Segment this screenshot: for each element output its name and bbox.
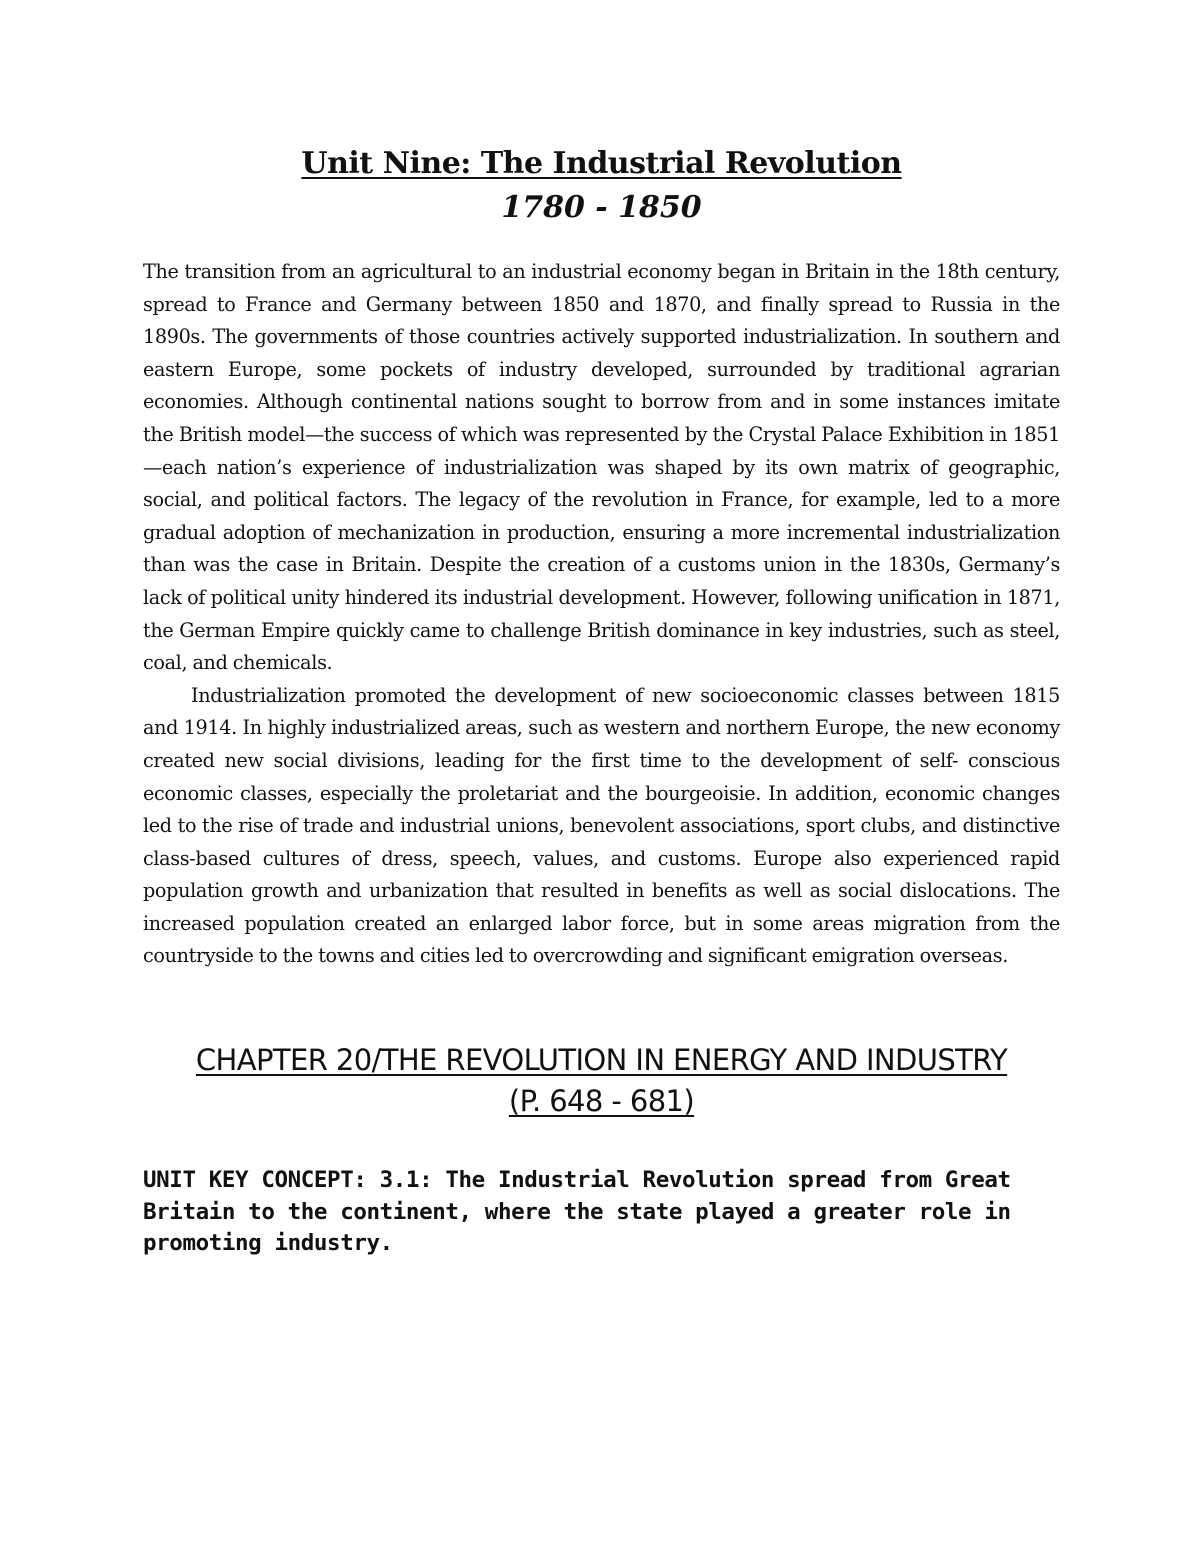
document-page: [143, 140, 1060, 1260]
chapter-pages: (P. 648 - 681): [508, 1084, 695, 1119]
chapter-title: CHAPTER 20/THE REVOLUTION IN ENERGY AND INDUSTRY: [195, 1043, 1008, 1078]
intro-paragraph: The transition from an agricultural to an industrial economy began in Britain in the 18th century, spread to France and Germany between 1850 and 1870, and finally spread to Russia in the 1890s. The governments of those countries actively supported industrialization. In southern and eastern Europe, some pockets of industry developed, surrounded by traditional agrarian economies. Although continental nations sought to borrow from and in some instances imitate the British model—the success of which was represented by the Crystal Palace Exhibition in 1851—each nation’s experience of industrialization was shaped by its own matrix of geographic, social, and political factors. The legacy of the revolution in France, for example, led to a more gradual adoption of mechanization in production, ensuring a more incremental industrialization than was the case in Britain. Despite the creation of a customs union in the 1830s, Germany’s lack of political unity hindered its industrial development. However, following unification in 1871, the German Empire quickly came to challenge British dominance in key industries, such as steel, coal, and chemicals.: [143, 260, 1060, 675]
unit-dates: 1780 - 1850: [501, 190, 702, 225]
socioeconomic-paragraph: Industrialization promoted the development of new socioeconomic classes between 1815 and 1914. In highly industrialized areas, such as western and northern Europe, the new economy created new social divisions, leading for the first time to the development of self- conscious economic classes, especially the proletariat and the bourgeoisie. In addition, economic changes led to the rise of trade and industrial unions, benevolent associations, sport clubs, and distinctive class-based cultures of dress, speech, values, and customs. Europe also experienced rapid population growth and urbanization that resulted in benefits as well as social dislocations. The increased population created an enlarged labor force, but in some areas migration from the countryside to the towns and cities led to overcrowding and significant emigration overseas.: [143, 683, 1060, 968]
unit-title: Unit Nine: The Industrial Revolution: [301, 146, 902, 181]
unit-key-concept: UNIT KEY CONCEPT: 3.1: The Industrial Revolution spread from Great Britain to the continent, where the state played a greater role in promoting industry.: [143, 1167, 1011, 1257]
